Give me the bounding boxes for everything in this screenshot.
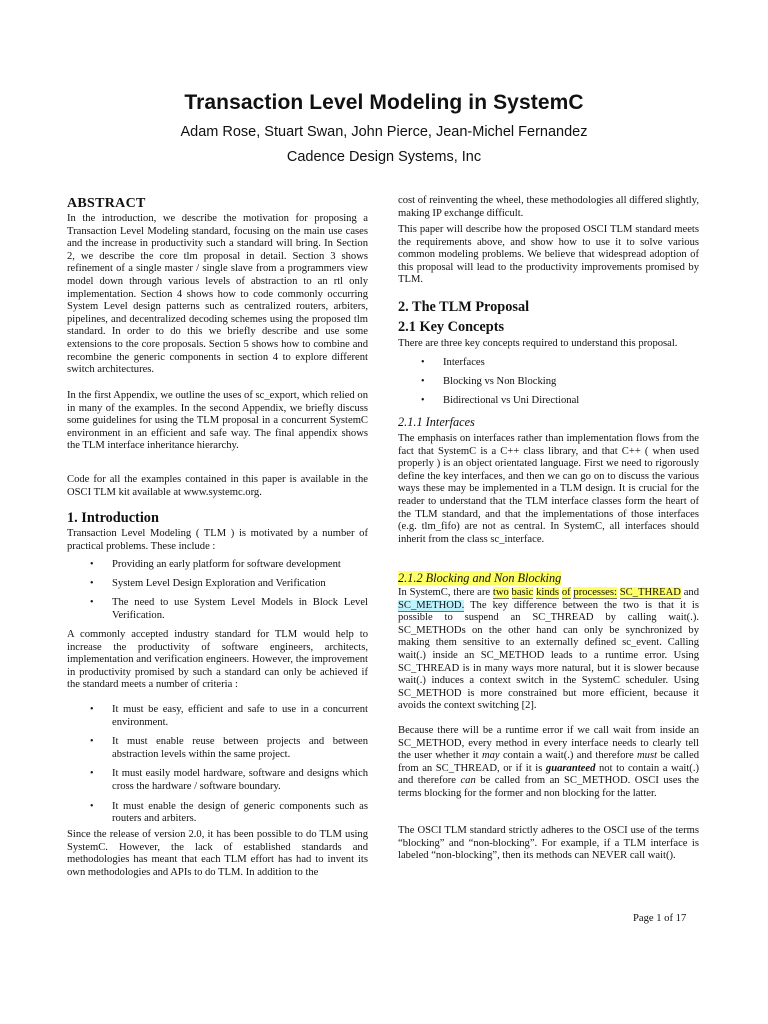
key-concepts-paragraph: There are three key concepts required to understand this proposal. bbox=[398, 338, 678, 349]
intro-paragraph-1: Transaction Level Modeling ( TLM ) is motivated by a number of practical problems. These include : bbox=[67, 528, 368, 552]
intro-paragraph-3: Since the release of version 2.0, it has been possible to do TLM using SystemC. However, the lack of established standards and methodologies has meant that each TLM effort has had to invent its own methodologies and APIs to do TLM. In addition to the bbox=[67, 829, 368, 878]
highlight-sc-method: SC_METHOD. bbox=[398, 599, 465, 611]
blocking-paragraph: In SystemC, there are two basic kinds of processes: SC_THREAD and SC_METHOD. The key difference between the two is that it is possible to suspend an SC_THREAD by calling wait(.). SC_METHODs on the other hand can only be synchronized by making them sensitive to an externally defined sc_event. Calling wait(.) inside an SC_METHOD leads to a runtime error. Using SC_THREAD is in many ways more natural, but it is slower because wait(.) induces a context switch in the SystemC scheduler. Using SC_METHOD is more constrained but more efficient, because it avoids the context switching [2]. bbox=[398, 587, 699, 712]
intro-bullet-list bbox=[67, 559, 368, 622]
paper-title: Transaction Level Modeling in SystemC bbox=[184, 91, 584, 114]
bullet-icon: • bbox=[421, 395, 425, 407]
bullet-icon: • bbox=[90, 800, 94, 812]
runtime-error-paragraph: Because there will be a runtime error if we call wait from inside an SC_METHOD, every method in every interface needs to clearly tell the user whether it may contain a wait(.) and therefore must be called from an SC_THREAD, or if it is guaranteed not to contain a wait(.) and therefore can be called from an SC_METHOD. OSCI uses the terms blocking for the former and non blocking for the latter. bbox=[398, 725, 699, 799]
highlight-processes: processes: bbox=[573, 587, 617, 598]
section-2-1-2-heading: 2.1.2 Blocking and Non Blocking bbox=[398, 571, 562, 585]
bullet-icon: • bbox=[90, 597, 94, 609]
bullet-icon: • bbox=[90, 559, 94, 570]
paper-authors: Adam Rose, Stuart Swan, John Pierce, Jean-Michel Fernandez bbox=[180, 124, 588, 140]
section-2-1-heading: 2.1 Key Concepts bbox=[398, 319, 505, 335]
abstract-paragraph-2: In the first Appendix, we outline the uses of sc_export, which relied on in many of the examples. In the second Appendix, we briefly discuss some guidelines for using the TLM proposal in a concurrent SystemC environment in an efficient and safe way. The final appendix shows the TLM interface inheritance hierarchy. bbox=[67, 390, 368, 452]
highlight-kinds: kinds bbox=[536, 587, 560, 598]
highlight-basic: basic bbox=[511, 587, 534, 598]
continuation-paragraph: cost of reinventing the wheel, these methodologies all differed slightly, making IP exchange difficult. bbox=[398, 195, 699, 219]
abstract-paragraph-1: In the introduction, we describe the motivation for proposing a Transaction Level Modeling standard, focusing on the main use cases and the increase in productivity such a standard will bring. In Section 2, we describe the core tlm proposal in detail. Section 3 shows refinement of a single master / single slave from a programmers view model down through various levels of abstraction to an rtl only implementation. Section 4 shows how to code commonly occurring System Level design patterns such as centralized routers, arbiters, pipelines, and decentralized decoding schemes using the proposed tlm standard. In order to do this we briefly describe and use some extensions to the core proposals. Section 5 shows how to combine and recombine the generic components in section 4 to explore different switch architectures. bbox=[67, 213, 368, 376]
interfaces-paragraph: The emphasis on interfaces rather than implementation flows from the fact that SystemC is a C++ class library, and that C++ ( when used properly ) is an object orientated language. First we need to rigorously define the key interfaces, and then we can go on to discuss the various ways these may be implemented in a TLM design. It is crucial for the reader to understand that the TLM interface classes form the heart of the TLM standard, and that the implementations of those interfaces (e.g. tlm_fifo) are not as central. In SystemC, all interfaces should inherit from the class sc_interface. bbox=[398, 433, 699, 545]
highlight-two: two bbox=[492, 587, 509, 598]
highlight-of: of bbox=[561, 587, 571, 598]
list-item: • Interfaces bbox=[421, 357, 485, 368]
key-concepts-list bbox=[398, 357, 699, 408]
list-item: • It must be easy, efficient and safe to use in a concurrent environment. bbox=[90, 704, 368, 728]
osci-terms-paragraph: The OSCI TLM standard strictly adheres to the OSCI use of the terms “blocking” and “non-blocking”. For example, if a TLM interface is labeled “non-blocking”, then its methods can NEVER call wait(). bbox=[398, 825, 699, 862]
page-number: Page 1 of 17 bbox=[633, 913, 687, 924]
section-1-heading: 1. Introduction bbox=[67, 510, 159, 526]
section-2-1-1-heading: 2.1.1 Interfaces bbox=[398, 415, 475, 429]
bullet-icon: • bbox=[90, 736, 94, 748]
bullet-icon: • bbox=[90, 768, 94, 780]
section-2-heading: 2. The TLM Proposal bbox=[398, 299, 530, 315]
list-item: • System Level Design Exploration and Verification bbox=[90, 578, 326, 590]
bullet-icon: • bbox=[421, 357, 425, 368]
list-item: • Providing an early platform for software development bbox=[90, 559, 341, 570]
paper-affiliation: Cadence Design Systems, Inc bbox=[286, 149, 482, 165]
abstract-heading: ABSTRACT bbox=[67, 196, 146, 211]
bullet-icon: • bbox=[90, 578, 94, 590]
list-item: • Blocking vs Non Blocking bbox=[421, 376, 557, 388]
list-item: • It must enable the design of generic components such as routers and arbiters. bbox=[90, 800, 368, 825]
intro-paragraph-2: A commonly accepted industry standard for TLM would help to increase the productivity of software engineers, architects, implementation and verification engineers. However, the improvement in productivity promised by such a standard can only be achieved if the standard meets a number of criteria : bbox=[67, 629, 368, 691]
bullet-icon: • bbox=[90, 704, 94, 715]
list-item: • Bidirectional vs Uni Directional bbox=[421, 395, 580, 407]
overview-paragraph: This paper will describe how the proposed OSCI TLM standard meets the requirements above, and show how to use it to solve various common modeling problems. We believe that widespread adoption of this proposal will lead to the productivity improvements promised by TLM. bbox=[398, 224, 699, 286]
list-item: • It must enable reuse between projects and between abstraction levels within the same project. bbox=[90, 736, 368, 760]
highlight-sc-thread: SC_THREAD bbox=[619, 587, 681, 598]
abstract-paragraph-3: Code for all the examples contained in this paper is available in the OSCI TLM kit available at www.systemc.org. bbox=[67, 474, 368, 498]
list-item: • The need to use System Level Models in Block Level Verification. bbox=[90, 597, 368, 621]
list-item: • It must easily model hardware, software and designs which cross the hardware / software boundary. bbox=[90, 768, 368, 792]
bullet-icon: • bbox=[421, 376, 425, 388]
criteria-bullet-list bbox=[67, 704, 368, 826]
